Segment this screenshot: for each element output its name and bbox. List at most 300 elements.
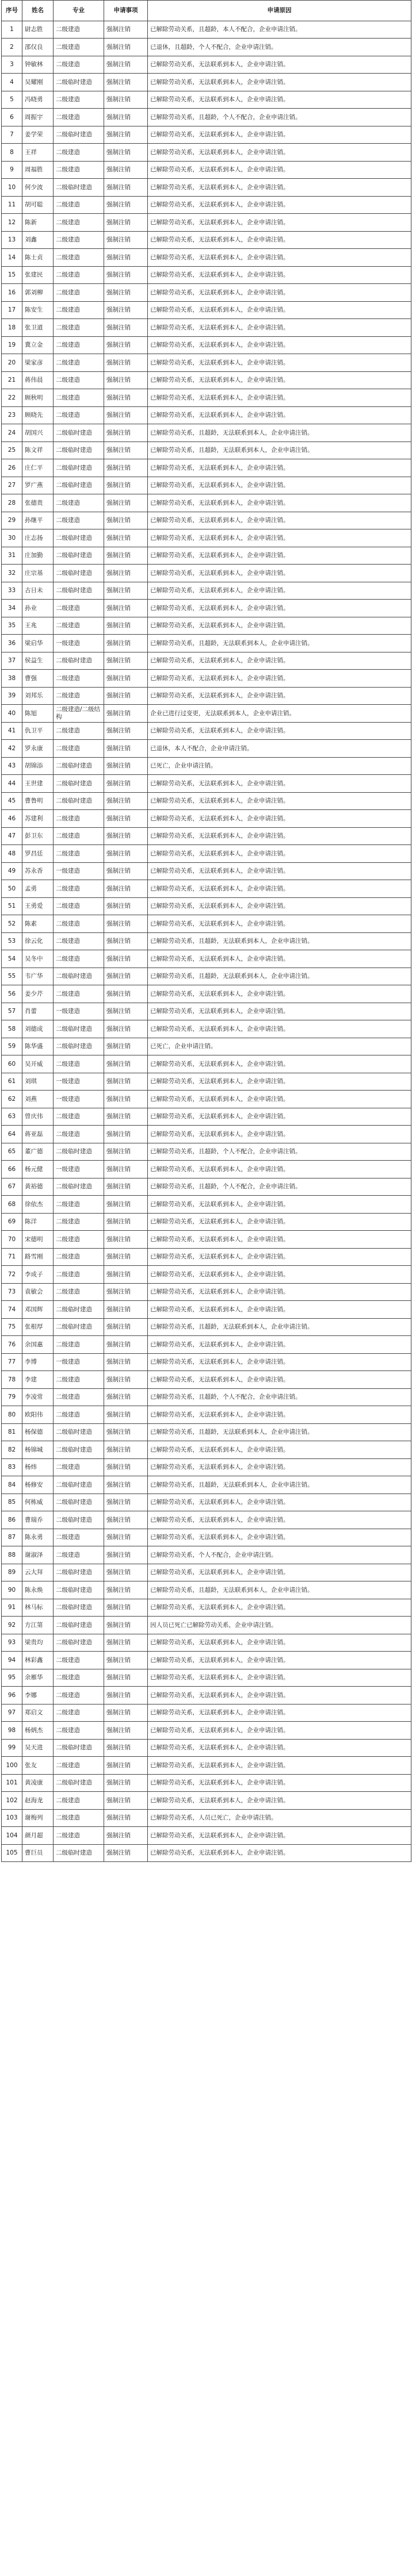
row-name: 李建	[22, 1371, 54, 1389]
row-major: 二级建造	[54, 1284, 104, 1301]
row-name: 庄志扬	[22, 529, 54, 547]
row-major: 二级建造	[54, 372, 104, 389]
row-request: 强制注销	[104, 1792, 148, 1810]
row-major: 二级临时建造	[54, 968, 104, 985]
table-row	[2, 39, 411, 56]
row-major: 二级临时建造	[54, 1424, 104, 1441]
table-row	[2, 933, 411, 950]
table-row	[2, 337, 411, 354]
table-row	[2, 1810, 411, 1827]
header-row	[2, 1, 411, 21]
row-reason: 已解除劳动关系，无法联系到本人，企业申请注销。	[148, 1266, 411, 1284]
table-row	[2, 1231, 411, 1249]
table-row	[2, 565, 411, 582]
row-reason: 已解除劳动关系，无法联系到本人，企业申请注销。	[148, 723, 411, 740]
row-reason: 已解除劳动关系，且超龄，个人不配合，企业申请注销。	[148, 1389, 411, 1406]
row-request: 强制注销	[104, 1827, 148, 1845]
row-index: 99	[2, 1740, 22, 1757]
row-request: 强制注销	[104, 407, 148, 424]
row-reason: 已解除劳动关系，无法联系到本人，企业申请注销。	[148, 845, 411, 863]
row-index: 27	[2, 477, 22, 494]
row-index: 70	[2, 1231, 22, 1249]
row-request: 强制注销	[104, 1599, 148, 1617]
table-row	[2, 1178, 411, 1196]
row-index: 22	[2, 389, 22, 407]
row-name: 刘鑫	[22, 232, 54, 249]
row-request: 强制注销	[104, 1810, 148, 1827]
row-name: 王兆	[22, 617, 54, 635]
row-major: 二级建造	[54, 284, 104, 302]
table-row	[2, 232, 411, 249]
row-reason: 已解除劳动关系，无法联系到本人，企业申请注销。	[148, 337, 411, 354]
row-major: 二级建造	[54, 600, 104, 617]
row-major: 二级建造	[54, 1108, 104, 1126]
row-major: 二级临时建造	[54, 1020, 104, 1038]
row-request: 强制注销	[104, 898, 148, 915]
row-index: 54	[2, 950, 22, 968]
row-reason: 已解除劳动关系，无法联系到本人，企业申请注销。	[148, 232, 411, 249]
row-name: 吴天进	[22, 1740, 54, 1757]
row-major: 二级建造	[54, 1126, 104, 1143]
row-major: 二级建造	[54, 21, 104, 39]
row-index: 83	[2, 1459, 22, 1476]
row-reason: 已解除劳动关系，且超龄，无法联系到本人，企业申请注销。	[148, 424, 411, 442]
row-request: 强制注销	[104, 845, 148, 863]
row-reason: 已解除劳动关系，无法联系到本人，企业申请注销。	[148, 1775, 411, 1792]
row-major: 二级临时建造	[54, 1476, 104, 1494]
row-name: 周振宇	[22, 109, 54, 126]
table-row	[2, 1740, 411, 1757]
row-major: 二级建造	[54, 1249, 104, 1266]
row-name: 赵海龙	[22, 1792, 54, 1810]
row-name: 郑启文	[22, 1704, 54, 1722]
row-reason: 已解除劳动关系，无法联系到本人，企业申请注销。	[148, 319, 411, 337]
row-request: 强制注销	[104, 1161, 148, 1178]
table-row	[2, 354, 411, 372]
header-name: 姓名	[22, 1, 54, 21]
table-row	[2, 1389, 411, 1406]
row-reason: 已解除劳动关系，且超龄，无法联系到本人，企业申请注销。	[148, 1581, 411, 1599]
row-major: 二级临时建造	[54, 1319, 104, 1336]
row-major: 二级建造	[54, 1704, 104, 1722]
table-row	[2, 1055, 411, 1073]
row-reason: 已解除劳动关系，且超龄，本人不配合，企业申请注销。	[148, 21, 411, 39]
table-row	[2, 600, 411, 617]
row-major: 二级建造	[54, 144, 104, 162]
row-index: 31	[2, 547, 22, 565]
row-index: 36	[2, 635, 22, 652]
row-request: 强制注销	[104, 950, 148, 968]
table-row	[2, 705, 411, 723]
row-major: 二级建造	[54, 1669, 104, 1687]
row-major: 二级建造	[54, 389, 104, 407]
row-name: 王世建	[22, 775, 54, 793]
row-name: 王勇爱	[22, 898, 54, 915]
row-name: 张建民	[22, 267, 54, 284]
row-index: 30	[2, 529, 22, 547]
row-reason: 已解除劳动关系，无法联系到本人，企业申请注销。	[148, 1196, 411, 1214]
row-major: 二级建造	[54, 319, 104, 337]
row-major: 二级临时建造	[54, 1581, 104, 1599]
row-name: 古日未	[22, 582, 54, 600]
row-major: 二级建造	[54, 249, 104, 267]
row-reason: 已解除劳动关系，无法联系到本人，企业申请注销。	[148, 249, 411, 267]
table-row	[2, 1546, 411, 1564]
row-request: 强制注销	[104, 1249, 148, 1266]
row-index: 11	[2, 197, 22, 214]
row-name: 顾晓先	[22, 407, 54, 424]
row-name: 陈洋	[22, 1214, 54, 1231]
row-index: 45	[2, 793, 22, 810]
row-index: 56	[2, 985, 22, 1003]
row-index: 72	[2, 1266, 22, 1284]
table-row	[2, 950, 411, 968]
row-index: 48	[2, 845, 22, 863]
row-major: 二级建造	[54, 1266, 104, 1284]
row-major: 二级临时建造	[54, 582, 104, 600]
row-name: 颜月超	[22, 1827, 54, 1845]
row-major: 二级建造	[54, 688, 104, 705]
table-row	[2, 1634, 411, 1652]
row-request: 强制注销	[104, 1740, 148, 1757]
row-name: 梁启华	[22, 635, 54, 652]
row-name: 曹瑞乔	[22, 1511, 54, 1529]
table-row	[2, 424, 411, 442]
row-index: 19	[2, 337, 22, 354]
row-request: 强制注销	[104, 863, 148, 880]
table-row	[2, 1476, 411, 1494]
row-name: 杨修安	[22, 1476, 54, 1494]
row-name: 姜少芹	[22, 985, 54, 1003]
row-request: 强制注销	[104, 670, 148, 688]
row-request: 强制注销	[104, 985, 148, 1003]
row-reason: 已解除劳动关系，人员已死亡，企业申请注销。	[148, 1810, 411, 1827]
row-request: 强制注销	[104, 1143, 148, 1161]
table-row	[2, 1161, 411, 1178]
row-index: 104	[2, 1827, 22, 1845]
row-name: 刘邦乐	[22, 688, 54, 705]
row-index: 2	[2, 39, 22, 56]
row-request: 强制注销	[104, 740, 148, 758]
row-index: 34	[2, 600, 22, 617]
row-request: 强制注销	[104, 442, 148, 459]
row-major: 二级建造	[54, 267, 104, 284]
row-index: 39	[2, 688, 22, 705]
row-request: 强制注销	[104, 915, 148, 933]
row-name: 孙继平	[22, 512, 54, 529]
row-request: 强制注销	[104, 337, 148, 354]
row-index: 32	[2, 565, 22, 582]
header-major: 专业	[54, 1, 104, 21]
table-row	[2, 372, 411, 389]
row-reason: 已解除劳动关系，无法联系到本人，企业申请注销。	[148, 1336, 411, 1354]
row-name: 余雁华	[22, 1669, 54, 1687]
row-name: 陈安生	[22, 302, 54, 319]
table-row	[2, 1266, 411, 1284]
table-row	[2, 284, 411, 302]
row-reason: 已解除劳动关系，无法联系到本人，企业申请注销。	[148, 1459, 411, 1476]
table-row	[2, 1091, 411, 1108]
row-request: 强制注销	[104, 1301, 148, 1319]
row-reason: 已解除劳动关系，无法联系到本人，企业申请注销。	[148, 670, 411, 688]
row-major: 二级临时建造	[54, 442, 104, 459]
row-request: 强制注销	[104, 1669, 148, 1687]
row-request: 强制注销	[104, 1214, 148, 1231]
row-reason: 已解除劳动关系，无法联系到本人，企业申请注销。	[148, 407, 411, 424]
row-request: 强制注销	[104, 144, 148, 162]
table-row	[2, 214, 411, 232]
row-reason: 已解除劳动关系，且超龄，无法联系到本人，企业申请注销。	[148, 635, 411, 652]
row-name: 刘德成	[22, 1020, 54, 1038]
row-reason: 已解除劳动关系，无法联系到本人，企业申请注销。	[148, 880, 411, 898]
table-row	[2, 1652, 411, 1669]
row-reason: 已解除劳动关系，无法联系到本人，企业申请注销。	[148, 1599, 411, 1617]
row-name: 张友	[22, 1757, 54, 1775]
row-reason: 已解除劳动关系，且超龄，无法联系到本人，企业申请注销。	[148, 442, 411, 459]
row-index: 14	[2, 249, 22, 267]
row-index: 21	[2, 372, 22, 389]
table-row	[2, 1214, 411, 1231]
row-major: 二级建造	[54, 1406, 104, 1424]
row-index: 33	[2, 582, 22, 600]
row-name: 周福胜	[22, 162, 54, 179]
row-request: 强制注销	[104, 1126, 148, 1143]
row-reason: 已解除劳动关系，无法联系到本人，企业申请注销。	[148, 126, 411, 144]
row-reason: 已解除劳动关系，无法联系到本人，企业申请注销。	[148, 267, 411, 284]
row-request: 强制注销	[104, 933, 148, 950]
row-name: 董广德	[22, 1143, 54, 1161]
row-index: 40	[2, 705, 22, 723]
row-reason: 企业已进行过变更，无法联系到本人，企业申请注销。	[148, 705, 411, 723]
row-name: 陈素	[22, 915, 54, 933]
row-request: 强制注销	[104, 1108, 148, 1126]
row-major: 二级临时建造	[54, 1617, 104, 1634]
row-name: 杨炜	[22, 1459, 54, 1476]
row-name: 冀立金	[22, 337, 54, 354]
table-row	[2, 407, 411, 424]
header-request: 申请事项	[104, 1, 148, 21]
row-reason: 已解除劳动关系，且超龄，个人不配合，企业申请注销。	[148, 1143, 411, 1161]
row-name: 曾庆伟	[22, 1108, 54, 1126]
row-reason: 已解除劳动关系，无法联系到本人，企业申请注销。	[148, 1073, 411, 1091]
row-name: 孟勇	[22, 880, 54, 898]
row-major: 二级建造	[54, 162, 104, 179]
row-major: 二级建造	[54, 337, 104, 354]
table-row	[2, 880, 411, 898]
row-major: 二级建造	[54, 1529, 104, 1546]
row-request: 强制注销	[104, 39, 148, 56]
row-reason: 已解除劳动关系，无法联系到本人，企业申请注销。	[148, 617, 411, 635]
row-reason: 已解除劳动关系，且超龄，无法联系到本人，企业申请注销。	[148, 1476, 411, 1494]
row-index: 101	[2, 1775, 22, 1792]
row-request: 强制注销	[104, 1775, 148, 1792]
row-reason: 已解除劳动关系，无法联系到本人，企业申请注销。	[148, 1055, 411, 1073]
row-major: 二级建造	[54, 933, 104, 950]
row-name: 宋德明	[22, 1231, 54, 1249]
row-index: 38	[2, 670, 22, 688]
row-name: 姜学荣	[22, 126, 54, 144]
row-index: 98	[2, 1722, 22, 1740]
row-reason: 已解除劳动关系，无法联系到本人，企业申请注销。	[148, 214, 411, 232]
row-request: 强制注销	[104, 249, 148, 267]
row-request: 强制注销	[104, 1406, 148, 1424]
row-name: 刘琪	[22, 1073, 54, 1091]
table-row	[2, 1494, 411, 1511]
row-name: 李凌常	[22, 1389, 54, 1406]
row-reason: 已解除劳动关系，无法联系到本人，企业申请注销。	[148, 1792, 411, 1810]
row-index: 23	[2, 407, 22, 424]
row-major: 二级临时建造	[54, 1143, 104, 1161]
row-index: 60	[2, 1055, 22, 1073]
row-major: 二级建造	[54, 1055, 104, 1073]
row-index: 103	[2, 1810, 22, 1827]
row-reason: 已解除劳动关系，无法联系到本人，企业申请注销。	[148, 1687, 411, 1704]
row-request: 强制注销	[104, 968, 148, 985]
row-major: 二级建造	[54, 1810, 104, 1827]
row-index: 73	[2, 1284, 22, 1301]
table-row	[2, 1704, 411, 1722]
row-request: 强制注销	[104, 1757, 148, 1775]
table-row	[2, 21, 411, 39]
row-index: 71	[2, 1249, 22, 1266]
row-name: 欧阳伟	[22, 1406, 54, 1424]
row-reason: 已解除劳动关系，无法联系到本人，企业申请注销。	[148, 1091, 411, 1108]
row-major: 二级建造	[54, 109, 104, 126]
row-index: 43	[2, 758, 22, 775]
row-index: 29	[2, 512, 22, 529]
row-index: 9	[2, 162, 22, 179]
row-major: 二级建造	[54, 670, 104, 688]
row-reason: 已解除劳动关系，且超龄，无法联系到本人，企业申请注销。	[148, 933, 411, 950]
row-major: 一级建造	[54, 1003, 104, 1020]
table-row	[2, 1319, 411, 1336]
row-index: 105	[2, 1845, 22, 1862]
row-major: 二级临时建造	[54, 74, 104, 91]
table-row	[2, 652, 411, 670]
table-row	[2, 389, 411, 407]
row-request: 强制注销	[104, 1284, 148, 1301]
row-reason: 已解除劳动关系，无法联系到本人，企业申请注销。	[148, 688, 411, 705]
row-request: 强制注销	[104, 424, 148, 442]
row-reason: 已解除劳动关系，个人不配合，企业申请注销。	[148, 1546, 411, 1564]
table-row	[2, 617, 411, 635]
row-major: 二级建造	[54, 1546, 104, 1564]
row-name: 苏建利	[22, 810, 54, 828]
row-index: 44	[2, 775, 22, 793]
table-row	[2, 1196, 411, 1214]
table-row	[2, 740, 411, 758]
row-index: 102	[2, 1792, 22, 1810]
row-index: 87	[2, 1529, 22, 1546]
row-major: 二级建造	[54, 1336, 104, 1354]
row-request: 强制注销	[104, 1687, 148, 1704]
row-major: 二级建造	[54, 1827, 104, 1845]
row-index: 89	[2, 1564, 22, 1581]
row-major: 二级临时建造	[54, 1038, 104, 1055]
row-index: 15	[2, 267, 22, 284]
row-major: 二级建造	[54, 1687, 104, 1704]
table-row	[2, 109, 411, 126]
row-major: 一级建造	[54, 863, 104, 880]
header-index: 序号	[2, 1, 22, 21]
table-row	[2, 1003, 411, 1020]
row-reason: 已解除劳动关系，无法联系到本人，企业申请注销。	[148, 582, 411, 600]
table-row	[2, 898, 411, 915]
row-name: 陈新	[22, 214, 54, 232]
row-name: 肖蕾	[22, 1003, 54, 1020]
row-request: 强制注销	[104, 1494, 148, 1511]
row-reason: 已解除劳动关系，无法联系到本人，企业申请注销。	[148, 1108, 411, 1126]
row-index: 10	[2, 179, 22, 197]
row-major: 二级建造	[54, 39, 104, 56]
table-row	[2, 1599, 411, 1617]
table-row	[2, 494, 411, 512]
table-row	[2, 547, 411, 565]
row-name: 何栋威	[22, 1494, 54, 1511]
row-major: 二级建造	[54, 197, 104, 214]
row-major: 二级建造	[54, 845, 104, 863]
row-request: 强制注销	[104, 810, 148, 828]
table-row	[2, 1249, 411, 1266]
row-index: 50	[2, 880, 22, 898]
table-row	[2, 1108, 411, 1126]
row-name: 邵仅良	[22, 39, 54, 56]
row-request: 强制注销	[104, 1459, 148, 1476]
row-index: 7	[2, 126, 22, 144]
row-major: 二级建造	[54, 985, 104, 1003]
row-reason: 已解除劳动关系，无法联系到本人，企业申请注销。	[148, 1371, 411, 1389]
row-name: 徐云化	[22, 933, 54, 950]
row-request: 强制注销	[104, 582, 148, 600]
row-reason: 已解除劳动关系，无法联系到本人，企业申请注销。	[148, 1354, 411, 1371]
row-request: 强制注销	[104, 652, 148, 670]
row-name: 黄凌康	[22, 1775, 54, 1792]
table-row	[2, 1354, 411, 1371]
row-name: 苏永香	[22, 863, 54, 880]
row-index: 26	[2, 459, 22, 477]
row-name: 钟敏林	[22, 56, 54, 74]
row-major: 二级建造	[54, 1652, 104, 1669]
row-index: 12	[2, 214, 22, 232]
row-reason: 已解除劳动关系，无法联系到本人，企业申请注销。	[148, 1214, 411, 1231]
row-request: 强制注销	[104, 21, 148, 39]
row-request: 强制注销	[104, 1371, 148, 1389]
row-major: 二级临时建造	[54, 793, 104, 810]
row-request: 强制注销	[104, 179, 148, 197]
row-reason: 已解除劳动关系，无法联系到本人，企业申请注销。	[148, 828, 411, 845]
row-request: 强制注销	[104, 1266, 148, 1284]
row-request: 强制注销	[104, 1511, 148, 1529]
row-request: 强制注销	[104, 758, 148, 775]
row-index: 76	[2, 1336, 22, 1354]
row-reason: 已解除劳动关系，无法联系到本人，企业申请注销。	[148, 898, 411, 915]
table-row	[2, 1775, 411, 1792]
row-request: 强制注销	[104, 688, 148, 705]
row-major: 二级建造	[54, 1459, 104, 1476]
row-name: 胡国兴	[22, 424, 54, 442]
row-index: 46	[2, 810, 22, 828]
row-name: 吴冬中	[22, 950, 54, 968]
row-name: 冯晓勇	[22, 91, 54, 109]
row-name: 张德贵	[22, 494, 54, 512]
row-request: 强制注销	[104, 302, 148, 319]
row-request: 强制注销	[104, 1389, 148, 1406]
row-name: 胡锦添	[22, 758, 54, 775]
table-row	[2, 758, 411, 775]
row-name: 仇卫平	[22, 723, 54, 740]
row-name: 陈永勇	[22, 1529, 54, 1546]
row-major: 二级临时建造	[54, 459, 104, 477]
